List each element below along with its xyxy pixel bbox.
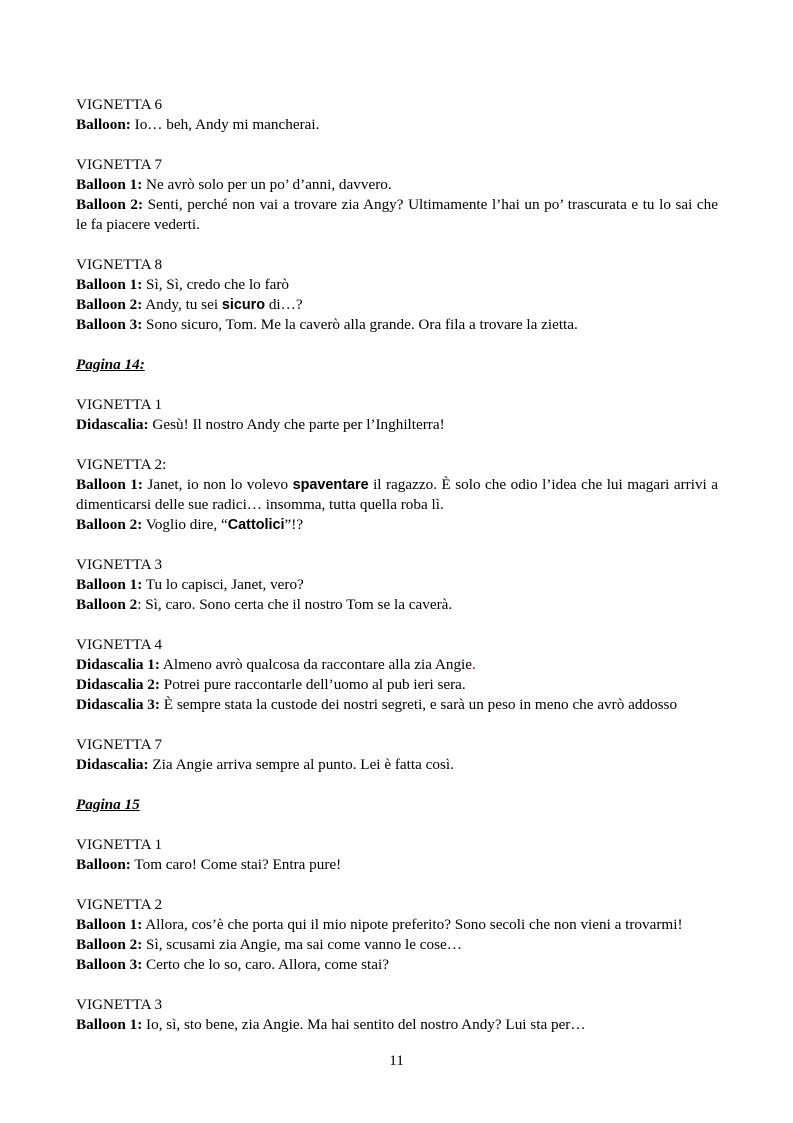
blank-line — [76, 435, 718, 455]
dialogue-line — [76, 195, 718, 235]
dialogue-line — [76, 855, 718, 875]
speaker-label: Balloon 2: — [76, 296, 143, 313]
panel-heading: VIGNETTA 1 — [76, 396, 163, 413]
speaker-label: Balloon 1: — [76, 1016, 143, 1033]
emphasized-word: sicuro — [221, 297, 266, 313]
dialogue-text: il ragazzo. È solo che odio l’idea che lui magari arrivi a dimenticarsi delle sue radici… insomma, tutta quella roba lì. — [76, 476, 718, 513]
dialogue-line — [76, 695, 718, 715]
dialogue-text: di…? — [265, 296, 303, 313]
dialogue-text: Tom caro! Come stai? Entra pure! — [130, 856, 342, 873]
dialogue-line — [76, 655, 718, 675]
dialogue-text: ”!? — [284, 516, 304, 533]
dialogue-text: Senti, perché non vai a trovare zia Angy? Ultimamente l’hai un po’ trascurata e tu lo sai che le fa piacere vederti. — [76, 196, 718, 233]
script-document — [76, 95, 718, 1035]
speaker-label: Balloon 1: — [76, 916, 143, 933]
dialogue-text: Tu lo capisci, Janet, vero? — [142, 576, 304, 593]
speaker-label: Balloon 3: — [76, 316, 143, 333]
speaker-label: Balloon 2 — [76, 596, 138, 613]
dialogue-text: Potrei pure raccontarle dell’uomo al pub ieri sera. — [159, 676, 466, 693]
dialogue-text: Ne avrò solo per un po’ d’anni, davvero. — [142, 176, 392, 193]
dialogue-text: Zia Angie arriva sempre al punto. Lei è fatta così. — [148, 756, 454, 773]
dialogue-text: Io… beh, Andy mi mancherai. — [130, 116, 320, 133]
speaker-label: Balloon 1: — [76, 176, 143, 193]
dialogue-line — [76, 595, 718, 615]
speaker-label: Balloon 1: — [76, 576, 143, 593]
dialogue-text: Andy, tu sei — [142, 296, 222, 313]
blank-line — [76, 815, 718, 835]
speaker-label: Didascalia 1: — [76, 656, 160, 673]
dialogue-line — [76, 515, 718, 535]
panel-heading: VIGNETTA 3 — [76, 996, 163, 1013]
dialogue-line — [76, 575, 718, 595]
blank-line — [76, 875, 718, 895]
dialogue-line — [76, 955, 718, 975]
dialogue-line — [76, 315, 718, 335]
dialogue-text: Certo che lo so, caro. Allora, come stai? — [142, 956, 389, 973]
panel-heading: VIGNETTA 4 — [76, 636, 163, 653]
dialogue-line — [76, 115, 718, 135]
dialogue-line — [76, 1015, 718, 1035]
speaker-label: Balloon: — [76, 116, 131, 133]
speaker-label: Balloon 2: — [76, 516, 143, 533]
speaker-label: Balloon 2: — [76, 196, 144, 213]
dialogue-text: Voglio dire, “ — [142, 516, 228, 533]
blank-line — [76, 235, 718, 255]
panel-heading: VIGNETTA 2: — [76, 456, 167, 473]
panel-heading: VIGNETTA 7 — [76, 156, 163, 173]
speaker-label: Didascalia: — [76, 756, 149, 773]
page-section-heading: Pagina 15 — [76, 796, 140, 813]
page-section-heading: Pagina 14: — [76, 356, 145, 373]
panel-heading: VIGNETTA 1 — [76, 836, 163, 853]
dialogue-text: Sì, Sì, credo che lo farò — [142, 276, 290, 293]
dialogue-text: Sì, scusami zia Angie, ma sai come vanno le cose… — [142, 936, 462, 953]
speaker-label: Balloon 1: — [76, 476, 143, 493]
dialogue-text: Sono sicuro, Tom. Me la caverò alla grande. Ora fila a trovare la zietta. — [142, 316, 578, 333]
panel-heading: VIGNETTA 8 — [76, 256, 163, 273]
blank-line — [76, 135, 718, 155]
dialogue-line — [76, 175, 718, 195]
dialogue-text: . — [472, 656, 476, 673]
dialogue-text: Almeno avrò qualcosa da raccontare alla zia Angie — [159, 656, 473, 673]
dialogue-text: Allora, cos’è che porta qui il mio nipote preferito? Sono secoli che non vieni a trovarmi! — [142, 916, 683, 933]
panel-heading: VIGNETTA 7 — [76, 736, 163, 753]
page-number: 11 — [389, 1052, 404, 1069]
dialogue-text: Gesù! Il nostro Andy che parte per l’Inghilterra! — [148, 416, 445, 433]
speaker-label: Didascalia: — [76, 416, 149, 433]
blank-line — [76, 975, 718, 995]
blank-line — [76, 335, 718, 355]
panel-heading: VIGNETTA 6 — [76, 96, 163, 113]
speaker-label: Didascalia 3: — [76, 696, 160, 713]
blank-line — [76, 535, 718, 555]
blank-line — [76, 375, 718, 395]
speaker-label: Balloon 1: — [76, 276, 143, 293]
dialogue-line — [76, 475, 718, 515]
dialogue-text: È sempre stata la custode dei nostri segreti, e sarà un peso in meno che avrò addosso — [159, 696, 678, 713]
speaker-label: Balloon 3: — [76, 956, 143, 973]
dialogue-line — [76, 295, 718, 315]
panel-heading: VIGNETTA 3 — [76, 556, 163, 573]
dialogue-text: Janet, io non lo volevo — [142, 476, 293, 493]
dialogue-text: Io, sì, sto bene, zia Angie. Ma hai sentito del nostro Andy? Lui sta per… — [142, 1016, 586, 1033]
emphasized-word: Cattolici — [227, 517, 285, 533]
dialogue-line — [76, 675, 718, 695]
dialogue-text: : Sì, caro. Sono certa che il nostro Tom se la caverà. — [137, 596, 453, 613]
dialogue-line — [76, 275, 718, 295]
blank-line — [76, 615, 718, 635]
blank-line — [76, 715, 718, 735]
dialogue-line — [76, 915, 718, 935]
speaker-label: Balloon 2: — [76, 936, 143, 953]
blank-line — [76, 775, 718, 795]
emphasized-word: spaventare — [292, 477, 369, 493]
panel-heading: VIGNETTA 2 — [76, 896, 163, 913]
speaker-label: Balloon: — [76, 856, 131, 873]
dialogue-line — [76, 935, 718, 955]
speaker-label: Didascalia 2: — [76, 676, 160, 693]
dialogue-line — [76, 415, 718, 435]
dialogue-line — [76, 755, 718, 775]
